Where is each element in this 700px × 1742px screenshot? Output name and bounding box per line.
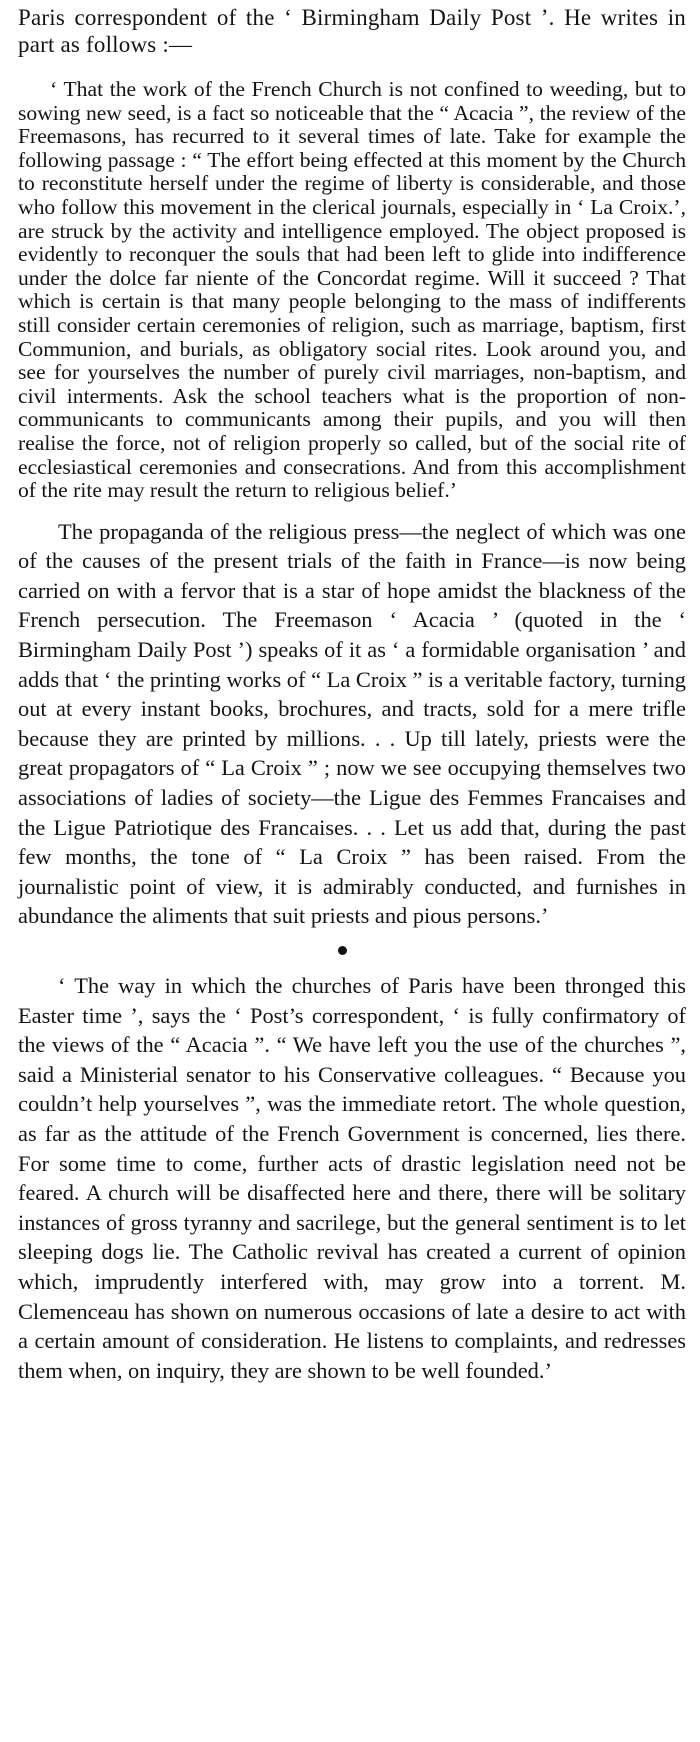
intro-paragraph: Paris correspondent of the ‘ Birmingham Daily Post ’. He writes in part as follows :— <box>18 5 686 57</box>
section-separator <box>18 935 686 965</box>
article-column <box>18 4 686 1385</box>
acacia-quote-paragraph: ‘ That the work of the French Church is not confined to weeding, but to sowing new seed, is a fact so noticeable that the “ Acacia ”, the review of the Freemasons, has recurred to it several times of late. Take for example the following passage : “ The effort being effected at this moment by the Church to reconstitute herself under the regime of liberty is considerable, and those who follow this movement in the clerical journals, especially in ‘ La Croix.’, are struck by the activity and intelligence employed. The object proposed is evidently to reconquer the souls that had been left to glide into indifference under the dolce far niente of the Concordat regime. Will it succeed ? That which is certain is that many people belonging to the mass of indifferents still consider certain ceremonies of religion, such as marriage, baptism, first Communion, and burials, as obligatory social rites. Look around you, and see for yourselves the number of purely civil marriages, non-baptism, and civil interments. Ask the school teachers what is the proportion of non-communicants to communicants among their pupils, and you will then realise the force, not of religion properly so called, but of the social rite of ecclesiastical ceremonies and consecrations. And from this accomplishment of the rite may result the return to religious belief.’ <box>18 77 686 503</box>
easter-paragraph: ‘ The way in which the churches of Paris have been thronged this Easter time ’, says the ‘ Post’s correspondent, ‘ is fully confirmatory of the views of the “ Acacia ”. “ We have left you the use of the churches ”, said a Ministerial senator to his Conservative colleagues. “ Because you couldn’t help yourselves ”, was the immediate retort. The whole question, as far as the attitude of the French Government is concerned, lies there. For some time to come, further acts of drastic legislation need not be feared. A church will be disaffected here and there, there will be solitary instances of gross tyranny and sacrilege, but the general sentiment is to let sleeping dogs lie. The Catholic revival has created a current of opinion which, imprudently interfered with, may grow into a torrent. M. Clemenceau has shown on numerous occasions of late a desire to act with a certain amount of consideration. He listens to complaints, and redresses them when, on inquiry, they are shown to be well founded.’ <box>18 973 686 1383</box>
bullet-icon <box>338 946 347 955</box>
propaganda-paragraph: The propaganda of the religious press—the neglect of which was one of the causes of the present trials of the faith in France—is now being carried on with a fervor that is a star of hope amidst the blackness of the French persecution. The Freemason ‘ Acacia ’ (quoted in the ‘ Birmingham Daily Post ’) speaks of it as ‘ a formidable organisation ’ and adds that ‘ the printing works of “ La Croix ” is a veritable factory, turning out at every instant books, brochures, and tracts, sold for a mere trifle because they are printed by millions. . . Up till lately, priests were the great propagators of “ La Croix ” ; now we see occupying themselves two associations of ladies of society—the Ligue des Femmes Francaises and the Ligue Patriotique des Francaises. . . Let us add that, during the past few months, the tone of “ La Croix ” has been raised. From the journalistic point of view, it is admirably conducted, and furnishes in abundance the aliments that suit priests and pious persons.’ <box>18 518 686 929</box>
